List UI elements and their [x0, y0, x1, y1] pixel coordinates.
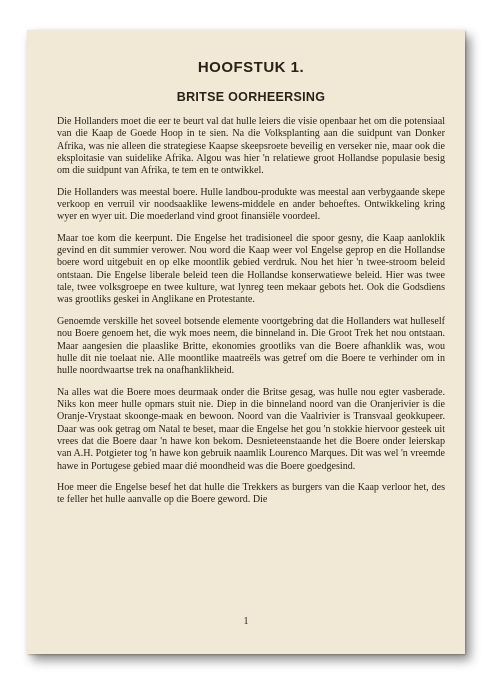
book-page [27, 30, 465, 654]
paragraph: Na alles wat die Boere moes deurmaak onder die Britse gesag, was hulle nou egter vasberade. Niks kon meer hulle opmars stuit nie. Diep in die binneland noord van die Oranjerivier is die Oranje-Vrystaat skoonge-maak en bewoon. Noord van die Vaalrivier is Transvaal geokkupeer. Daar was ook getrag om Natal te beset, maar die Engelse het gou 'n stokkie hiervoor gesteek uit vrees dat die Boere daar 'n hawe kon bekom. Desnieteenstaande het die Boere onder leierskap van A.H. Potgieter tog 'n hawe kon gebruik naamlik Lourenco Marques. Dit was wel 'n vreemde hawe in Portugese gebied maar dié moondheid was die Boere goedgesind. [57, 386, 445, 472]
paragraph: Maar toe kom die keerpunt. Die Engelse het tradisioneel die spoor gesny, die Kaap aanloklik gevind en dit summier verower. Nou word die Kaap weer vol Engelse geprop en die Hollandse boere word uitgebuit en op elke moontlik gebied verdruk. Nou het hier 'n twee-stroom beleid ontstaan. Die Engelse liberale beleid teen die Hollandse konserwatiewe beleid. Hier was twee tale, twee volksgroepe en twee kulture, wat lynreg teen mekaar gebots het. Ook die Godsdiens was grootliks geskei in Anglikane en Protestante. [57, 232, 445, 306]
paragraph: Hoe meer die Engelse besef het dat hulle die Trekkers as burgers van die Kaap verloor het, des te feller het hulle aanvalle op die Boere geword. Die [57, 481, 445, 506]
page-number: 1 [243, 616, 249, 627]
paragraph: Die Hollanders was meestal boere. Hulle landbou-produkte was meestal aan verbygaande skepe verkoop en verruil vir noodsaaklike lewens-middele en ander behoeftes. Ontwikkeling kring wyer en wyer uit. Die moederland vind groot finansiële voordeel. [57, 186, 445, 223]
page-body [57, 116, 445, 507]
chapter-title: HOOFSTUK 1. [197, 59, 305, 76]
section-title: BRITSE OORHEERSING [176, 90, 326, 104]
paragraph: Genoemde verskille het soveel botsende elemente voortgebring dat die Hollanders wat hulleself nou Boere genoem het, die wyk moes neem, die binneland in. Die Groot Trek het nou ontstaan. Maar aangesien die plaaslike Britte, ekonomies grootliks van die Boere afhanklik was, wou hulle dit nie toelaat nie. Alle moontlike maatreëls was getref om die Boere te verhinder om in hulle noordwaartse trek na onafhanklikheid. [57, 315, 445, 377]
paragraph: Die Hollanders moet die eer te beurt val dat hulle leiers die visie openbaar het om die potensiaal van die Kaap de Goede Hoop in te sien. Na die Volksplanting aan die suidpunt van Donker Afrika, was nie alleen die strategiese Kaapse skeepsroete beveilig en verseker nie, maar ook die eksploitasie van suidelike Afrika. Algou was hier 'n relatiewe groot Hollandse populasie besig om die suidpunt van Afrika, te tem en te ontwikkel. [57, 116, 445, 177]
